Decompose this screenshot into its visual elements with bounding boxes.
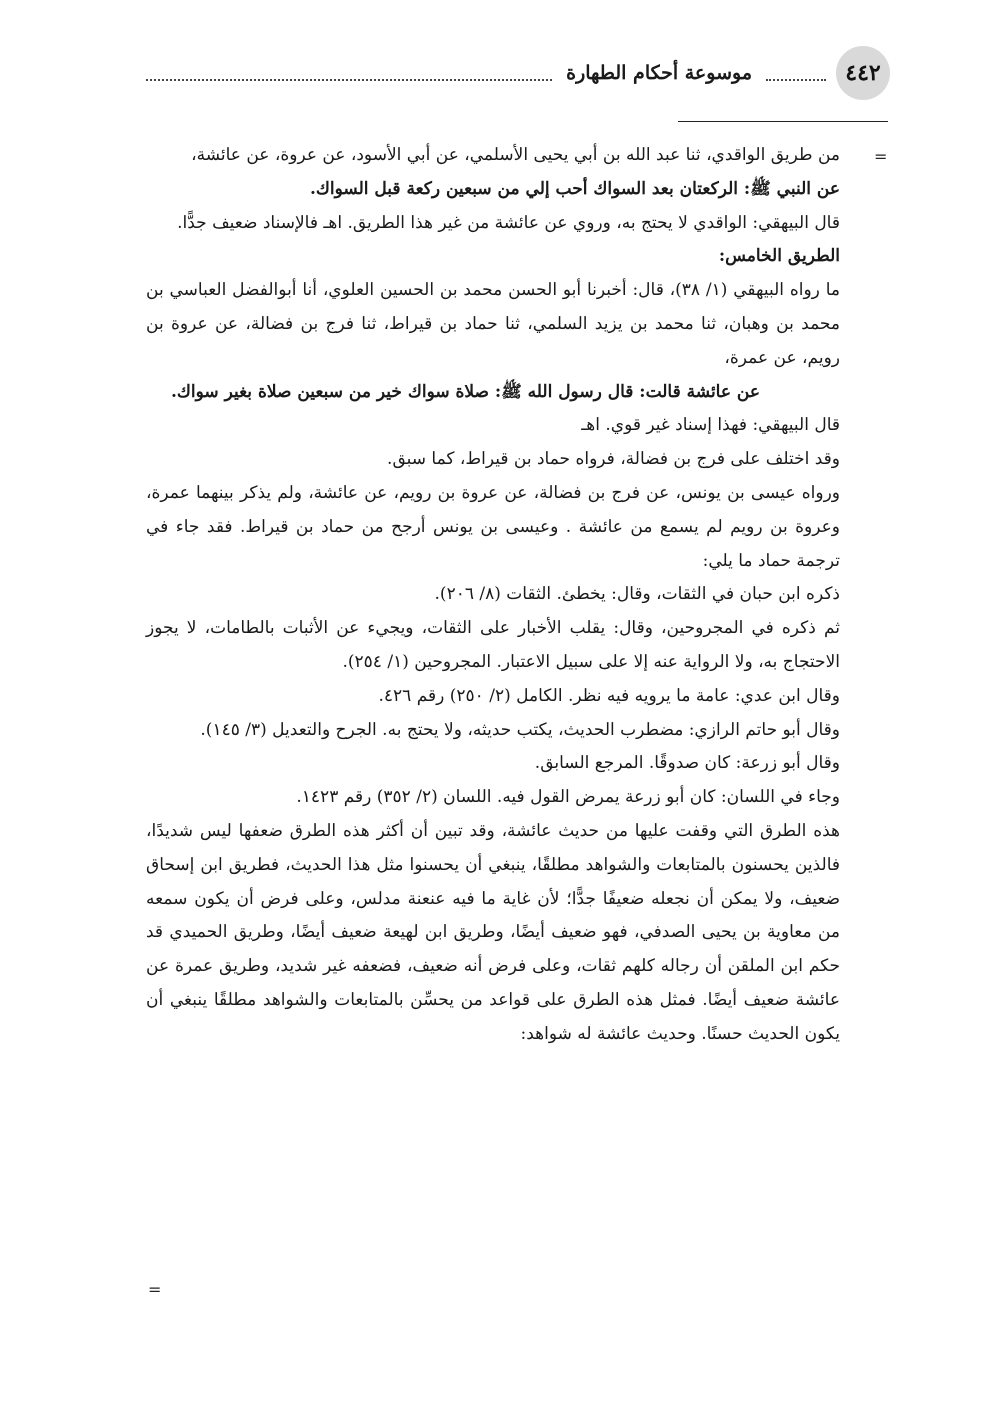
header-dots-left: [146, 65, 552, 81]
main-text: [146, 139, 840, 1052]
paragraph: وقال ابن عدي: عامة ما يرويه فيه نظر. الكامل (٢/ ٢٥٠) رقم ٤٢٦.: [378, 685, 840, 706]
paragraph: وقال أبو حاتم الرازي: مضطرب الحديث، يكتب حديثه، ولا يحتج به. الجرح والتعديل (٣/ ١٤٥).: [200, 719, 840, 740]
paragraph: قال البيهقي: الواقدي لا يحتج به، وروي عن عائشة من غير هذا الطريق. اهـ فالإسناد ضعيف جدًّا.: [177, 212, 840, 233]
running-title: [146, 58, 826, 88]
paragraph: وجاء في اللسان: كان أبو زرعة يمرض القول فيه. اللسان (٢/ ٣٥٢) رقم ١٤٢٣.: [296, 787, 840, 808]
paragraph: ثم ذكره في المجروحين، وقال: يقلب الأخبار على الثقات، ويجيء عن الأثبات بالطامات، لا يجوز الاحتجاج به، ولا الرواية عنه إلا على سبيل الاعتبار. المجروحين (١/ ٢٥٤).: [146, 618, 840, 672]
paragraph: قال البيهقي: فهذا إسناد غير قوي. اهـ: [581, 415, 840, 436]
continuation-mark-bottom: =: [148, 1280, 162, 1299]
header-title: موسوعة أحكام الطهارة: [566, 62, 752, 84]
paragraph-hadith: عن النبي ﷺ: الركعتان بعد السواك أحب إلي من سبعين ركعة قبل السواك.: [309, 178, 840, 199]
paragraph: ما رواه البيهقي (١/ ٣٨)، قال: أخبرنا أبو الحسن محمد بن الحسين العلوي، أنا أبوالفضل العباسي بن محمد بن وهبان، ثنا محمد بن يزيد السلمي، ثنا حماد بن قيراط، ثنا فرج بن فضالة، عن عروة بن رويم، عن عمرة،: [146, 280, 840, 368]
paragraph: وقد اختلف على فرج بن فضالة، فرواه حماد بن قيراط، كما سبق.: [387, 449, 840, 470]
paragraph: ذكره ابن حبان في الثقات، وقال: يخطئ. الثقات (٨/ ٢٠٦).: [434, 584, 840, 605]
paragraph: من طريق الواقدي، ثنا عبد الله بن أبي يحيى الأسلمي، عن أبي الأسود، عن عروة، عن عائشة،: [191, 145, 840, 165]
footnote-separator: [678, 121, 888, 122]
page-header: [146, 44, 890, 100]
header-dots-right: [766, 65, 826, 81]
paragraph: وقال أبو زرعة: كان صدوقًا. المرجع السابق.: [534, 753, 840, 774]
paragraph: هذه الطرق التي وقفت عليها من حديث عائشة، وقد تبين أن أكثر هذه الطرق ضعفها ليس شديدًا، فالذين يحسنون بالمتابعات والشواهد مطلقًا، ينبغي أن يحسنوا مثل هذا الحديث، فطريق ابن إسحاق ضعيف، ولا يمكن أن نجعله ضعيفًا جدًّا؛ لأن غاية ما فيه عنعنة مدلس، وعلى فرض أن يكون سمعه من معاوية بن يحيى الصدفي، فهو ضعيف أيضًا، وطريق ابن لهيعة ضعيف أيضًا، وطريق الحميدي قد حكم ابن الملقن أن رجاله كلهم ثقات، وعلى فرض أنه ضعيف، فضعفه غير شديد، وطريق عمرة عن عائشة ضعيف أيضًا. فمثل هذه الطرق على قواعد من يحسِّن بالمتابعات والشواهد مطلقًا ينبغي أن يكون الحديث حسنًا. وحديث عائشة له شواهد:: [146, 820, 840, 1044]
paragraph: ورواه عيسى بن يونس، عن فرج بن فضالة، عن عروة بن رويم، عن عائشة، ولم يذكر بينهما عمرة، وعروة بن رويم لم يسمع من عائشة . وعيسى بن يونس أرجح من حماد بن قيراط. فقد جاء في ترجمة حماد ما يلي:: [146, 482, 840, 571]
page-number: ٤٤٢: [836, 46, 890, 100]
continuation-mark-top: =: [874, 147, 888, 166]
paragraph-hadith: عن عائشة قالت: قال رسول الله ﷺ: صلاة سواك خير من سبعين صلاة بغير سواك.: [171, 381, 760, 402]
section-heading: الطريق الخامس:: [718, 246, 840, 267]
